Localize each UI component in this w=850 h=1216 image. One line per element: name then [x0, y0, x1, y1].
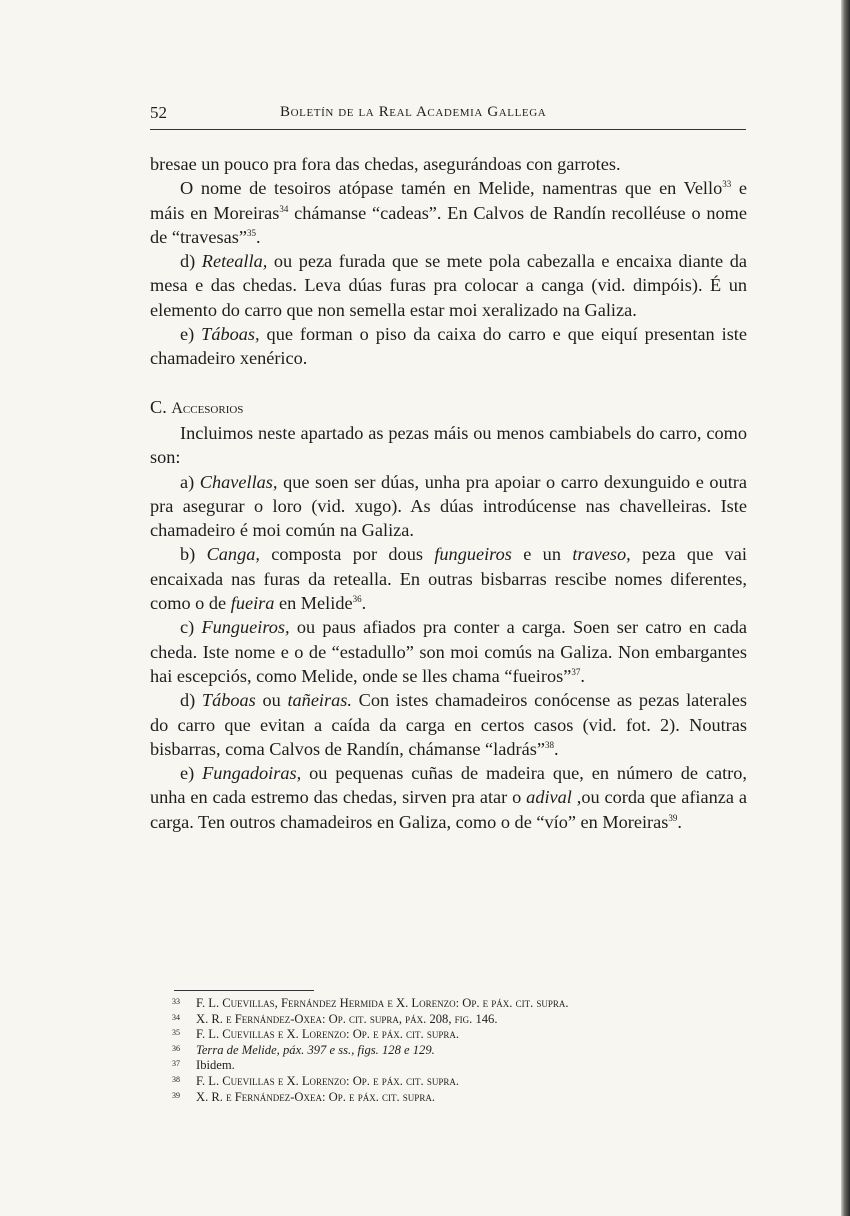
term: Táboas,: [201, 324, 260, 345]
paragraph: bresae un pouco pra fora das chedas, asegurándoas con garrotes.: [150, 154, 621, 174]
list-item: d) Retealla, ou peza furada que se mete pola cabezalla e encaixa diante da mesa e das chedas. Leva dúas furas pra colocar a canga (vid. dimpóis). É un elemento do carro que non semella estar moi xeralizado na Galiza.: [150, 251, 747, 320]
list-item: e) Táboas, que forman o piso da caixa do carro e que eiquí presentan iste chamadeiro xenérico.: [150, 324, 747, 369]
page-header: [150, 103, 746, 130]
footnote-ref: 36: [352, 594, 362, 605]
footnote-ref: 37: [571, 666, 581, 677]
list-item: d) Táboas ou tañeiras. Con istes chamadeiros conócense as pezas laterales do carro que evitan a caída da carga en certos casos (vid. fot. 2). Noutras bisbarras, coma Calvos de Randín, chámanse “ladrás”$^{38}$.: [150, 690, 747, 759]
term: traveso,: [572, 544, 631, 565]
footnote: 34 X. R. e Fernández-Oxea: Op. cit. supra, páx. 208, fig. 146.: [172, 1011, 498, 1026]
term: Canga,: [206, 544, 260, 565]
footnote: 37 Ibidem.: [172, 1058, 235, 1073]
term: Fungadoiras,: [202, 763, 302, 784]
list-item: b) Canga, composta por dous fungueiros e un traveso, peza que vai encaixada nas furas da retealla. En outras bisbarras rescibe nomes diferentes, como o de fueira en Melide$^{36}$.: [150, 544, 747, 614]
footnote-ref: 34: [279, 203, 289, 214]
footnotes: [172, 996, 752, 1105]
list-item: a) Chavellas, que soen ser dúas, unha pra apoiar o carro dexunguido e outra pra asegurar o loro (vid. xugo). As dúas introdúcense nas chavelleiras. Iste chamadeiro é moi común na Galiza.: [150, 471, 747, 541]
list-item: c) Fungueiros, ou paus afiados pra conter a carga. Soen ser catro en cada cheda. Iste nome e o de “estadullo” son moi comús na Galiza. Non embargantes hai escepciós, como Melide, onde se lles chama “fueiros”$^{37}$.: [150, 617, 747, 686]
footnote-divider: [174, 990, 314, 991]
footnote-ref: 35: [246, 227, 256, 238]
section-heading: C. Accesorios: [150, 396, 244, 417]
footnote: 33 F. L. Cuevillas, Fernández Hermida e X. Lorenzo: Op. e páx. cit. supra.: [172, 996, 569, 1010]
footnote-ref: 39: [668, 812, 678, 823]
term: Fungueiros,: [201, 617, 290, 638]
list-item: e) Fungadoiras, ou pequenas cuñas de madeira que, en número de catro, unha en cada estremo das chedas, sirven pra atar o adival ,ou corda que afianza a carga. Ten outros chamadeiros en Galiza, como o de “vío” en Moreiras$^{39}$.: [150, 763, 747, 832]
footnote: 38 F. L. Cuevillas e X. Lorenzo: Op. e páx. cit. supra.: [172, 1073, 459, 1088]
body-text: [150, 152, 747, 834]
paragraph: O nome de tesoiros atópase tamén en Melide, namentras que en Vello$^{33}$ e máis en Moreiras$^{34}$ chámanse “cadeas”. En Calvos de Randín recolléuse o nome de “travesas”$^{35}$.: [150, 178, 747, 247]
page-number: 52: [150, 103, 167, 122]
term: Táboas: [201, 690, 256, 711]
term: adival: [526, 787, 572, 808]
page-edge-shadow: [841, 0, 850, 1216]
term: Chavellas,: [199, 471, 278, 492]
footnote: 35 F. L. Cuevillas e X. Lorenzo: Op. e páx. cit. supra.: [172, 1027, 459, 1042]
footnote-ref: 33: [722, 179, 732, 190]
section-gap: [150, 371, 747, 395]
term: Retealla,: [201, 251, 268, 272]
running-title: Boletín de la Real Academia Gallega: [280, 104, 547, 120]
footnote: 36 Terra de Melide, páx. 397 e ss., figs. 128 e 129.: [172, 1042, 435, 1057]
term: fungueiros: [434, 544, 512, 565]
term: fueira: [230, 593, 275, 614]
paragraph: Incluimos neste apartado as pezas máis ou menos cambiabels do carro, como son:: [150, 422, 747, 468]
footnote: 39 X. R. e Fernández-Oxea: Op. e páx. cit. supra.: [172, 1089, 435, 1104]
footnote-ref: 38: [544, 739, 554, 750]
term: tañeiras.: [287, 690, 352, 711]
